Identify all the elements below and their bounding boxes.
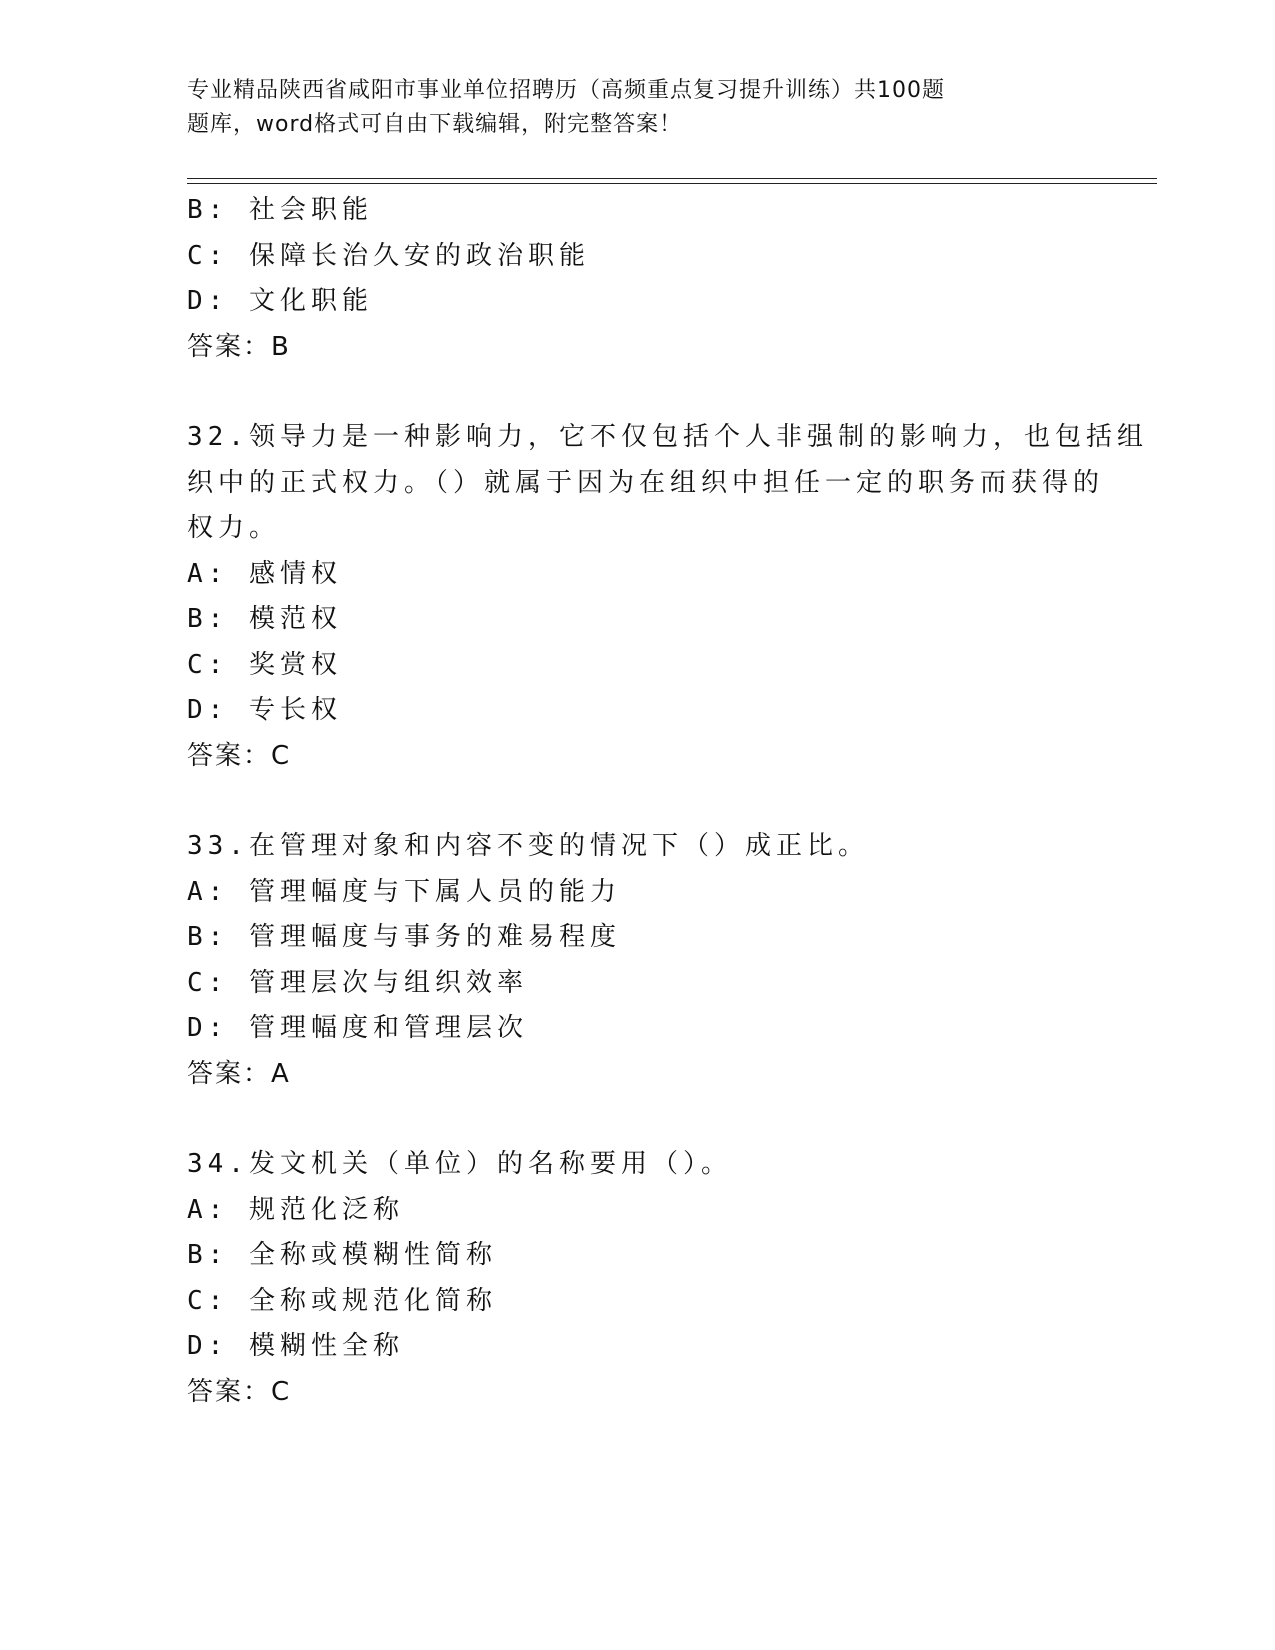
answer-line: 答案：C — [187, 1376, 292, 1407]
option-line: B: 模范权 — [187, 604, 342, 634]
question-block — [187, 188, 1087, 370]
option-line: A: 感情权 — [187, 558, 342, 589]
block-spacer — [187, 370, 1087, 415]
question-block — [187, 415, 1148, 779]
option-line: D: 管理幅度和管理层次 — [187, 1013, 528, 1043]
option-line: B: 管理幅度与事务的难易程度 — [187, 922, 621, 952]
option-line: A: 管理幅度与下属人员的能力 — [187, 876, 621, 907]
document-header — [187, 74, 1017, 142]
answer-line: 答案：A — [187, 1058, 291, 1089]
header-divider-bottom — [187, 183, 1157, 184]
option-line: D: 模糊性全称 — [187, 1331, 404, 1361]
block-spacer — [187, 1097, 1087, 1142]
option-line: B: 社会职能 — [187, 195, 373, 225]
option-line: C: 全称或规范化简称 — [187, 1285, 497, 1316]
question-block — [187, 1142, 1087, 1415]
option-line: D: 文化职能 — [187, 286, 373, 316]
question-text-line: 32.领导力是一种影响力，它不仅包括个人非强制的影响力，也包括组 — [187, 422, 1148, 452]
question-block — [187, 824, 1087, 1097]
question-text-line: 33.在管理对象和内容不变的情况下（）成正比。 — [187, 831, 869, 861]
question-list — [187, 188, 1148, 1415]
header-line-2: 题库，word格式可自由下载编辑，附完整答案！ — [187, 112, 683, 137]
option-line: C: 奖赏权 — [187, 649, 342, 680]
question-text-line: 权力。 — [187, 513, 281, 543]
question-text-line: 34.发文机关（单位）的名称要用（）。 — [187, 1149, 732, 1179]
option-line: D: 专长权 — [187, 695, 342, 725]
option-line: A: 规范化泛称 — [187, 1194, 404, 1225]
option-line: C: 保障长治久安的政治职能 — [187, 240, 590, 271]
option-line: B: 全称或模糊性简称 — [187, 1240, 497, 1270]
option-line: C: 管理层次与组织效率 — [187, 967, 528, 998]
question-text-line: 织中的正式权力。（）就属于因为在组织中担任一定的职务而获得的 — [187, 467, 1105, 498]
header-divider-top — [187, 178, 1157, 179]
block-spacer — [187, 779, 1087, 824]
answer-line: 答案：C — [187, 740, 292, 771]
header-line-1: 专业精品陕西省咸阳市事业单位招聘历（高频重点复习提升训练）共100题 — [187, 78, 945, 103]
answer-line: 答案：B — [187, 331, 291, 362]
